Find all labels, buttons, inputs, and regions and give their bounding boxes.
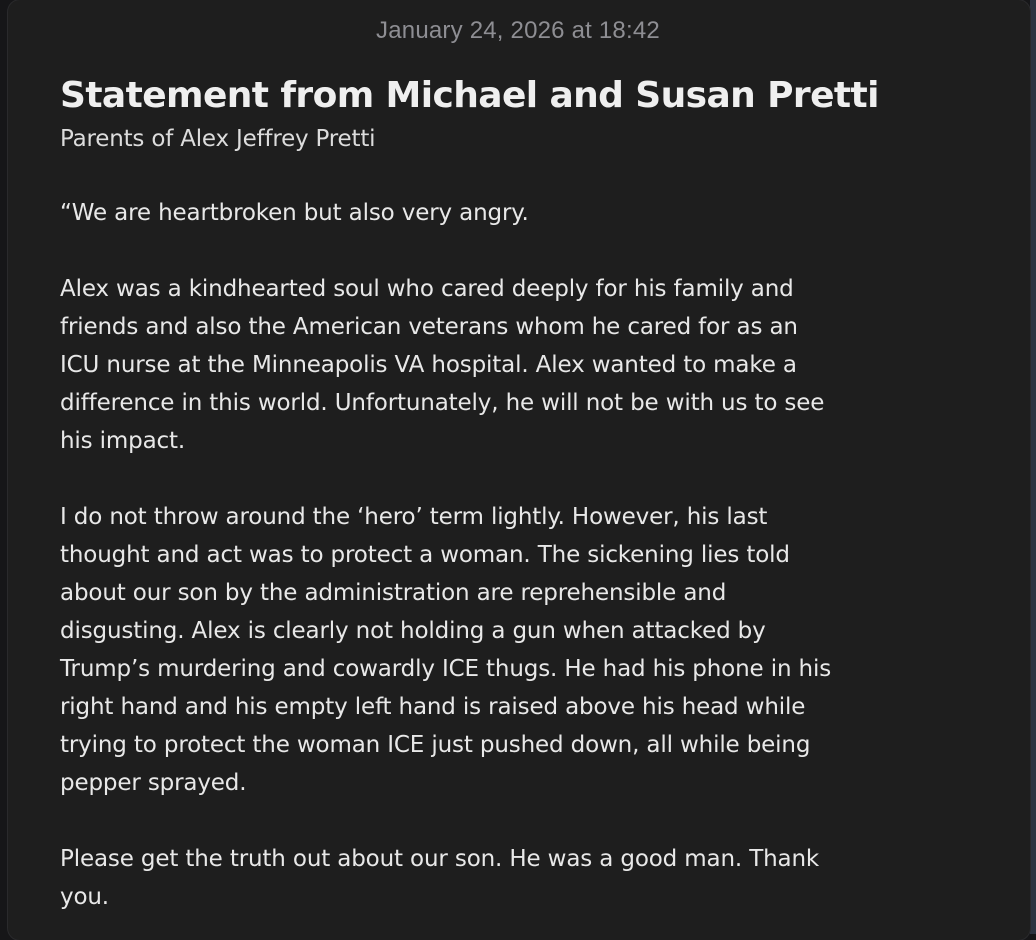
paragraph-2 xyxy=(60,270,990,460)
note-timestamp: January 24, 2026 at 18:42 xyxy=(376,17,660,44)
text-line: right hand and his empty left hand is raised above his head while xyxy=(60,694,806,720)
text-line: “We are heartbroken but also very angry. xyxy=(60,200,529,226)
paragraph-3 xyxy=(60,498,990,802)
text-line: Trump’s murdering and cowardly ICE thugs. He had his phone in his xyxy=(60,656,832,682)
spacer xyxy=(60,460,990,498)
text-line: trying to protect the woman ICE just pushed down, all while being xyxy=(60,732,811,758)
text-line: difference in this world. Unfortunately, he will not be with us to see xyxy=(60,390,825,416)
paragraph-1 xyxy=(60,194,990,232)
window-edge xyxy=(1030,0,1036,934)
text-line: disgusting. Alex is clearly not holding a gun when attacked by xyxy=(60,618,766,644)
text-line: thought and act was to protect a woman. The sickening lies told xyxy=(60,542,790,568)
note-title: Statement from Michael and Susan Pretti xyxy=(60,75,879,116)
text-line: Please get the truth out about our son. He was a good man. Thank xyxy=(60,846,820,872)
text-line: friends and also the American veterans whom he cared for as an xyxy=(60,314,798,340)
text-line: ICU nurse at the Minneapolis VA hospital. Alex wanted to make a xyxy=(60,352,797,378)
note-subtitle: Parents of Alex Jeffrey Pretti xyxy=(60,126,376,152)
spacer xyxy=(60,156,990,194)
spacer xyxy=(60,802,990,840)
text-line: I do not throw around the ‘hero’ term lightly. However, his last xyxy=(60,504,768,530)
text-line: you. xyxy=(60,884,109,910)
text-line: Alex was a kindhearted soul who cared deeply for his family and xyxy=(60,276,794,302)
note-body[interactable] xyxy=(60,72,990,916)
text-line: about our son by the administration are reprehensible and xyxy=(60,580,727,606)
spacer xyxy=(60,232,990,270)
paragraph-4 xyxy=(60,840,990,916)
text-line: his impact. xyxy=(60,428,186,454)
text-line: pepper sprayed. xyxy=(60,770,247,796)
